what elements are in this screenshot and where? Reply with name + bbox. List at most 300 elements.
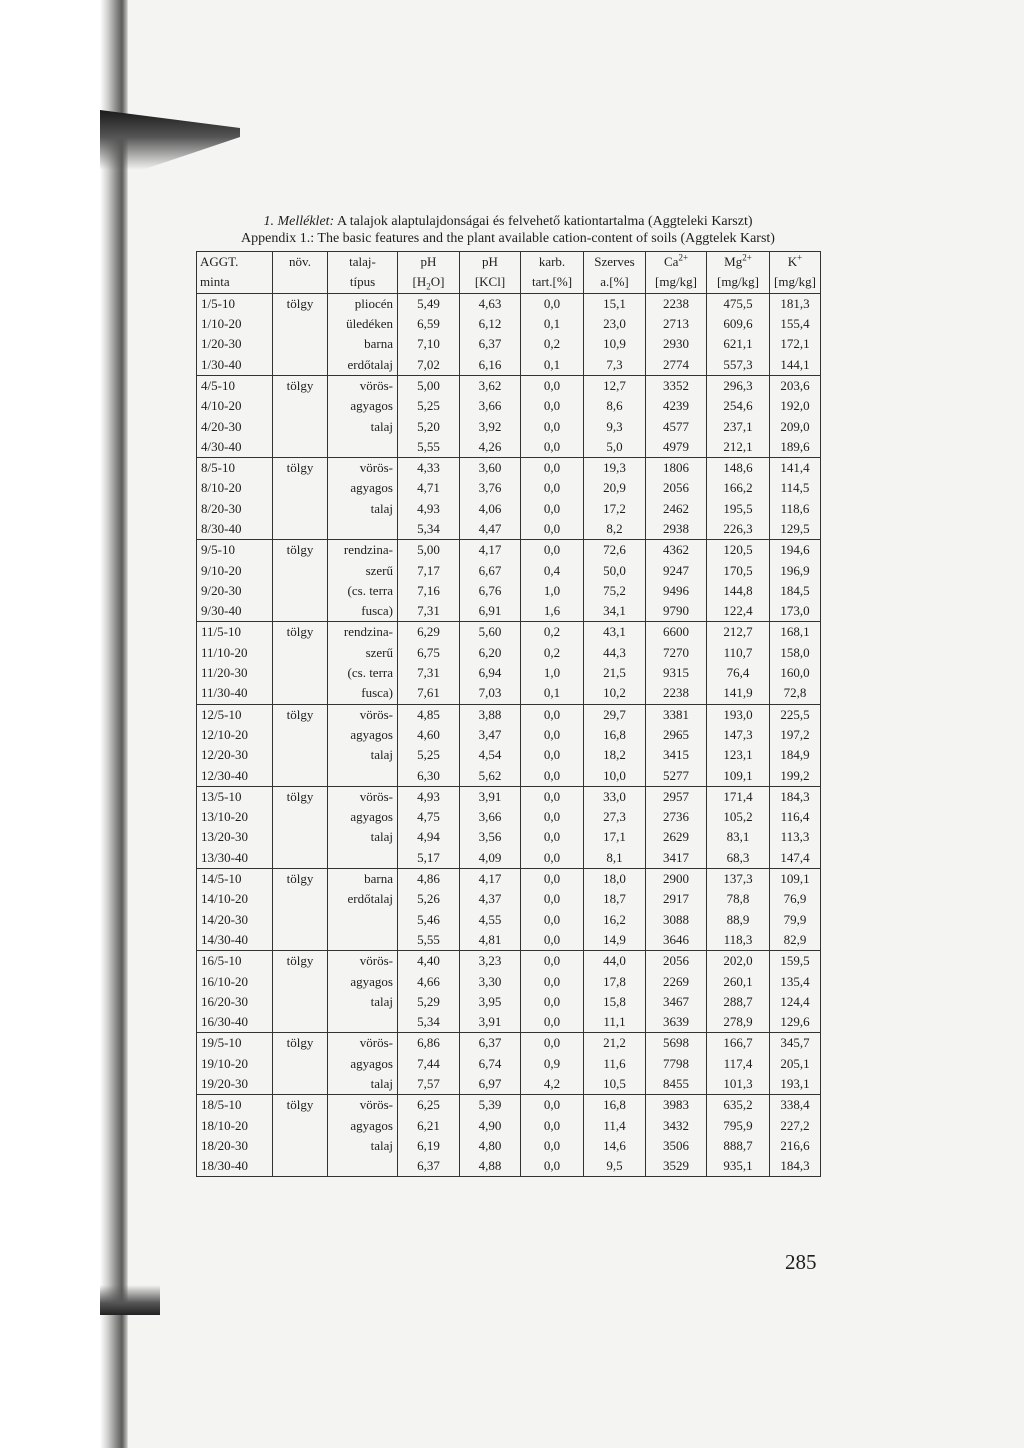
cell-mg: 137,3 [707,868,770,889]
table-row [197,868,821,889]
cell-ph-kcl: 3,23 [460,951,521,972]
cell-k: 118,6 [770,499,821,519]
cell-sample: 13/5-10 [197,786,273,807]
cell-ca: 2238 [646,683,707,704]
table-row [197,354,821,375]
cell-sample: 14/30-40 [197,930,273,951]
cell-vegetation [273,478,328,498]
cell-ph-h2o: 4,94 [398,827,460,847]
cell-mg: 202,0 [707,951,770,972]
cell-k: 116,4 [770,807,821,827]
cell-vegetation [273,499,328,519]
cell-mg: 475,5 [707,293,770,314]
cell-carbonate: 0,0 [521,848,584,869]
cell-organic: 15,8 [584,992,646,1012]
cell-k: 203,6 [770,375,821,396]
cell-mg: 226,3 [707,519,770,540]
cell-mg: 171,4 [707,786,770,807]
header-nov: növ. [273,252,328,273]
cell-sample: 16/30-40 [197,1012,273,1033]
cell-ph-kcl: 3,66 [460,396,521,416]
cell-ca: 9496 [646,581,707,601]
cell-vegetation [273,437,328,458]
cell-vegetation [273,992,328,1012]
cell-carbonate: 0,0 [521,1012,584,1033]
cell-carbonate: 0,0 [521,725,584,745]
cell-k: 172,1 [770,334,821,354]
cell-k: 147,4 [770,848,821,869]
cell-organic: 7,3 [584,354,646,375]
cell-ph-h2o: 5,00 [398,375,460,396]
cell-k: 184,3 [770,1156,821,1177]
cell-ph-h2o: 5,25 [398,396,460,416]
cell-soil-type: talaj [328,827,398,847]
cell-ca: 2938 [646,519,707,540]
cell-ph-kcl: 4,63 [460,293,521,314]
cell-sample: 9/10-20 [197,560,273,580]
cell-ph-kcl: 4,37 [460,889,521,909]
cell-ca: 2965 [646,725,707,745]
cell-ca: 9247 [646,560,707,580]
cell-ph-kcl: 4,47 [460,519,521,540]
header-mg: $Mg^{2+}$ [707,252,770,273]
cell-vegetation: tölgy [273,1033,328,1054]
cell-sample: 8/30-40 [197,519,273,540]
cell-k: 72,8 [770,683,821,704]
table-body [197,293,821,1177]
header-minta: minta [197,272,273,293]
cell-vegetation [273,971,328,991]
cell-carbonate: 0,0 [521,1095,584,1116]
cell-soil-type: agyagos [328,807,398,827]
cell-organic: 14,9 [584,930,646,951]
cell-soil-type: talaj [328,416,398,436]
table-row [197,704,821,725]
cell-organic: 29,7 [584,704,646,725]
cell-vegetation [273,930,328,951]
cell-ph-kcl: 5,39 [460,1095,521,1116]
cell-carbonate: 1,0 [521,581,584,601]
cell-carbonate: 0,0 [521,478,584,498]
cell-organic: 12,7 [584,375,646,396]
cell-soil-type: talaj [328,745,398,765]
table-row [197,1136,821,1156]
cell-organic: 16,8 [584,725,646,745]
cell-mg: 278,9 [707,1012,770,1033]
cell-ph-kcl: 3,91 [460,1012,521,1033]
table-row [197,540,821,561]
cell-ca: 1806 [646,457,707,478]
cell-vegetation [273,807,328,827]
cell-mg: 212,1 [707,437,770,458]
cell-organic: 21,5 [584,663,646,683]
header-tart: tart.[%] [521,272,584,293]
cell-carbonate: 0,0 [521,951,584,972]
cell-vegetation [273,725,328,745]
cell-sample: 18/30-40 [197,1156,273,1177]
cell-organic: 9,3 [584,416,646,436]
cell-vegetation [273,581,328,601]
cell-ph-kcl: 4,06 [460,499,521,519]
cell-soil-type: fusca) [328,601,398,622]
cell-ca: 3467 [646,992,707,1012]
cell-ph-h2o: 5,29 [398,992,460,1012]
cell-carbonate: 0,0 [521,704,584,725]
cell-organic: 33,0 [584,786,646,807]
table-row [197,827,821,847]
cell-mg: 795,9 [707,1115,770,1135]
cell-ph-h2o: 5,17 [398,848,460,869]
cell-carbonate: 0,0 [521,930,584,951]
cell-ph-h2o: 5,55 [398,930,460,951]
cell-vegetation: tölgy [273,622,328,643]
cell-ph-kcl: 6,91 [460,601,521,622]
cell-organic: 44,3 [584,643,646,663]
cell-mg: 88,9 [707,910,770,930]
cell-carbonate: 0,0 [521,375,584,396]
cell-soil-type [328,1156,398,1177]
cell-ca: 3639 [646,1012,707,1033]
cell-vegetation: tölgy [273,457,328,478]
cell-sample: 18/10-20 [197,1115,273,1135]
cell-ph-h2o: 6,86 [398,1033,460,1054]
cell-vegetation [273,334,328,354]
cell-k: 225,5 [770,704,821,725]
cell-sample: 19/20-30 [197,1074,273,1095]
cell-mg: 147,3 [707,725,770,745]
cell-k: 192,0 [770,396,821,416]
cell-mg: 888,7 [707,1136,770,1156]
cell-vegetation [273,601,328,622]
cell-carbonate: 0,0 [521,540,584,561]
cell-sample: 4/30-40 [197,437,273,458]
cell-ca: 9315 [646,663,707,683]
table-row [197,765,821,786]
cell-vegetation [273,314,328,334]
cell-ca: 3529 [646,1156,707,1177]
table-row [197,725,821,745]
cell-sample: 9/5-10 [197,540,273,561]
cell-k: 160,0 [770,663,821,683]
cell-organic: 8,2 [584,519,646,540]
cell-ca: 7798 [646,1054,707,1074]
cell-carbonate: 0,0 [521,1115,584,1135]
cell-k: 109,1 [770,868,821,889]
cell-mg: 237,1 [707,416,770,436]
cell-sample: 9/30-40 [197,601,273,622]
cell-vegetation: tölgy [273,704,328,725]
cell-carbonate: 0,0 [521,765,584,786]
cell-ph-h2o: 4,33 [398,457,460,478]
cell-ca: 7270 [646,643,707,663]
cell-soil-type: (cs. terra [328,663,398,683]
cell-soil-type: pliocén [328,293,398,314]
cell-sample: 1/10-20 [197,314,273,334]
cell-sample: 4/20-30 [197,416,273,436]
cell-ph-h2o: 6,29 [398,622,460,643]
cell-soil-type: talaj [328,499,398,519]
cell-soil-type: agyagos [328,1115,398,1135]
cell-ca: 2238 [646,293,707,314]
cell-soil-type: barna [328,868,398,889]
table-row [197,457,821,478]
cell-mg: 101,3 [707,1074,770,1095]
cell-soil-type: vörös- [328,1095,398,1116]
cell-ph-h2o: 6,25 [398,1095,460,1116]
cell-mg: 141,9 [707,683,770,704]
cell-ca: 4362 [646,540,707,561]
cell-k: 227,2 [770,1115,821,1135]
cell-carbonate: 0,0 [521,416,584,436]
cell-k: 184,3 [770,786,821,807]
cell-soil-type: vörös- [328,786,398,807]
table-row [197,416,821,436]
cell-ph-h2o: 5,26 [398,889,460,909]
table-row [197,1054,821,1074]
table-row [197,930,821,951]
cell-ph-h2o: 5,46 [398,910,460,930]
header-aggt: AGGT. [197,252,273,273]
cell-organic: 50,0 [584,560,646,580]
cell-k: 129,6 [770,1012,821,1033]
cell-mg: 296,3 [707,375,770,396]
cell-sample: 19/5-10 [197,1033,273,1054]
cell-organic: 18,2 [584,745,646,765]
cell-k: 184,5 [770,581,821,601]
cell-ca: 2957 [646,786,707,807]
cell-ph-h2o: 5,20 [398,416,460,436]
cell-organic: 8,6 [584,396,646,416]
cell-ca: 2930 [646,334,707,354]
cell-sample: 9/20-30 [197,581,273,601]
cell-organic: 11,6 [584,1054,646,1074]
cell-organic: 16,2 [584,910,646,930]
caption-text: A talajok alaptulajdonságai és felvehető kationtartalma (Aggteleki Karszt) [334,214,753,229]
cell-vegetation [273,889,328,909]
header-h2o: $[H_2O]$ [398,272,460,293]
binding-shadow-bottom [100,1285,160,1315]
cell-mg: 123,1 [707,745,770,765]
cell-vegetation: tölgy [273,540,328,561]
cell-k: 158,0 [770,643,821,663]
cell-vegetation [273,1136,328,1156]
cell-ca: 2736 [646,807,707,827]
cell-sample: 1/20-30 [197,334,273,354]
cell-carbonate: 0,9 [521,1054,584,1074]
cell-carbonate: 0,0 [521,519,584,540]
cell-ca: 2462 [646,499,707,519]
cell-ph-h2o: 4,85 [398,704,460,725]
header-ph-2: pH [460,252,521,273]
cell-sample: 14/5-10 [197,868,273,889]
table-row [197,396,821,416]
cell-ph-kcl: 6,12 [460,314,521,334]
cell-sample: 12/5-10 [197,704,273,725]
table-row [197,786,821,807]
cell-soil-type: vörös- [328,704,398,725]
cell-ph-kcl: 4,17 [460,540,521,561]
cell-ph-kcl: 4,90 [460,1115,521,1135]
cell-vegetation [273,560,328,580]
cell-organic: 11,1 [584,1012,646,1033]
table-row [197,437,821,458]
cell-organic: 21,2 [584,1033,646,1054]
cell-k: 199,2 [770,765,821,786]
cell-ph-kcl: 6,94 [460,663,521,683]
cell-ph-kcl: 6,20 [460,643,521,663]
cell-soil-type: rendzina- [328,540,398,561]
cell-soil-type: vörös- [328,951,398,972]
cell-k: 181,3 [770,293,821,314]
cell-ph-h2o: 4,71 [398,478,460,498]
cell-carbonate: 0,1 [521,314,584,334]
cell-carbonate: 0,0 [521,910,584,930]
cell-sample: 13/20-30 [197,827,273,847]
cell-k: 114,5 [770,478,821,498]
cell-sample: 12/20-30 [197,745,273,765]
cell-mg: 170,5 [707,560,770,580]
cell-k: 194,6 [770,540,821,561]
table-row [197,314,821,334]
cell-mg: 144,8 [707,581,770,601]
cell-organic: 27,3 [584,807,646,827]
cell-k: 345,7 [770,1033,821,1054]
header-unit-k: [mg/kg] [770,272,821,293]
cell-soil-type: talaj [328,1136,398,1156]
cell-carbonate: 0,0 [521,889,584,909]
cell-ca: 3381 [646,704,707,725]
cell-ph-h2o: 4,40 [398,951,460,972]
table-row [197,581,821,601]
cell-ca: 3646 [646,930,707,951]
cell-vegetation [273,848,328,869]
header-unit-mg: [mg/kg] [707,272,770,293]
cell-mg: 105,2 [707,807,770,827]
cell-vegetation: tölgy [273,375,328,396]
cell-vegetation: tölgy [273,868,328,889]
cell-organic: 10,9 [584,334,646,354]
cell-sample: 8/20-30 [197,499,273,519]
cell-k: 129,5 [770,519,821,540]
cell-mg: 117,4 [707,1054,770,1074]
cell-ph-kcl: 4,55 [460,910,521,930]
cell-ph-kcl: 6,76 [460,581,521,601]
table-row [197,293,821,314]
header-talaj: talaj- [328,252,398,273]
cell-ph-h2o: 5,55 [398,437,460,458]
cell-soil-type: szerű [328,643,398,663]
cell-sample: 16/20-30 [197,992,273,1012]
cell-ph-h2o: 7,02 [398,354,460,375]
cell-k: 216,6 [770,1136,821,1156]
cell-soil-type: agyagos [328,478,398,498]
cell-ph-kcl: 4,81 [460,930,521,951]
cell-carbonate: 0,0 [521,293,584,314]
cell-soil-type: agyagos [328,1054,398,1074]
cell-soil-type [328,848,398,869]
cell-organic: 11,4 [584,1115,646,1135]
cell-ph-h2o: 7,17 [398,560,460,580]
cell-sample: 8/5-10 [197,457,273,478]
cell-organic: 44,0 [584,951,646,972]
cell-organic: 10,2 [584,683,646,704]
cell-mg: 288,7 [707,992,770,1012]
header-row-1 [197,252,821,273]
cell-ph-kcl: 6,67 [460,560,521,580]
cell-vegetation [273,827,328,847]
cell-vegetation [273,643,328,663]
cell-mg: 621,1 [707,334,770,354]
cell-k: 135,4 [770,971,821,991]
cell-carbonate: 0,0 [521,1033,584,1054]
cell-k: 184,9 [770,745,821,765]
cell-ca: 2056 [646,478,707,498]
cell-mg: 148,6 [707,457,770,478]
cell-organic: 34,1 [584,601,646,622]
cell-vegetation [273,354,328,375]
cell-soil-type: szerű [328,560,398,580]
caption-hungarian [198,213,818,230]
cell-k: 141,4 [770,457,821,478]
cell-vegetation [273,765,328,786]
cell-ph-h2o: 6,75 [398,643,460,663]
cell-soil-type [328,519,398,540]
cell-ph-kcl: 5,60 [460,622,521,643]
cell-vegetation [273,663,328,683]
caption-lead: 1. Melléklet: [263,214,335,229]
table-row [197,807,821,827]
cell-mg: 260,1 [707,971,770,991]
cell-mg: 212,7 [707,622,770,643]
cell-organic: 43,1 [584,622,646,643]
cell-organic: 72,6 [584,540,646,561]
cell-carbonate: 0,2 [521,643,584,663]
cell-ph-kcl: 4,54 [460,745,521,765]
cell-sample: 14/20-30 [197,910,273,930]
cell-ca: 3415 [646,745,707,765]
cell-mg: 557,3 [707,354,770,375]
cell-ph-h2o: 7,31 [398,601,460,622]
cell-ca: 3506 [646,1136,707,1156]
cell-k: 79,9 [770,910,821,930]
cell-soil-type: agyagos [328,971,398,991]
cell-organic: 18,0 [584,868,646,889]
cell-mg: 635,2 [707,1095,770,1116]
cell-vegetation [273,1054,328,1074]
table-row [197,971,821,991]
cell-ph-h2o: 6,59 [398,314,460,334]
cell-ph-kcl: 3,60 [460,457,521,478]
cell-ca: 2269 [646,971,707,991]
cell-organic: 8,1 [584,848,646,869]
cell-vegetation: tölgy [273,293,328,314]
cell-ph-h2o: 5,34 [398,1012,460,1033]
cell-organic: 19,3 [584,457,646,478]
cell-k: 76,9 [770,889,821,909]
cell-ph-h2o: 4,66 [398,971,460,991]
cell-ca: 9790 [646,601,707,622]
cell-sample: 18/20-30 [197,1136,273,1156]
cell-mg: 193,0 [707,704,770,725]
table-row [197,622,821,643]
cell-ph-kcl: 4,80 [460,1136,521,1156]
table-row [197,519,821,540]
cell-ph-kcl: 6,97 [460,1074,521,1095]
header-szerves: Szerves [584,252,646,273]
cell-mg: 68,3 [707,848,770,869]
cell-ca: 3432 [646,1115,707,1135]
cell-k: 196,9 [770,560,821,580]
